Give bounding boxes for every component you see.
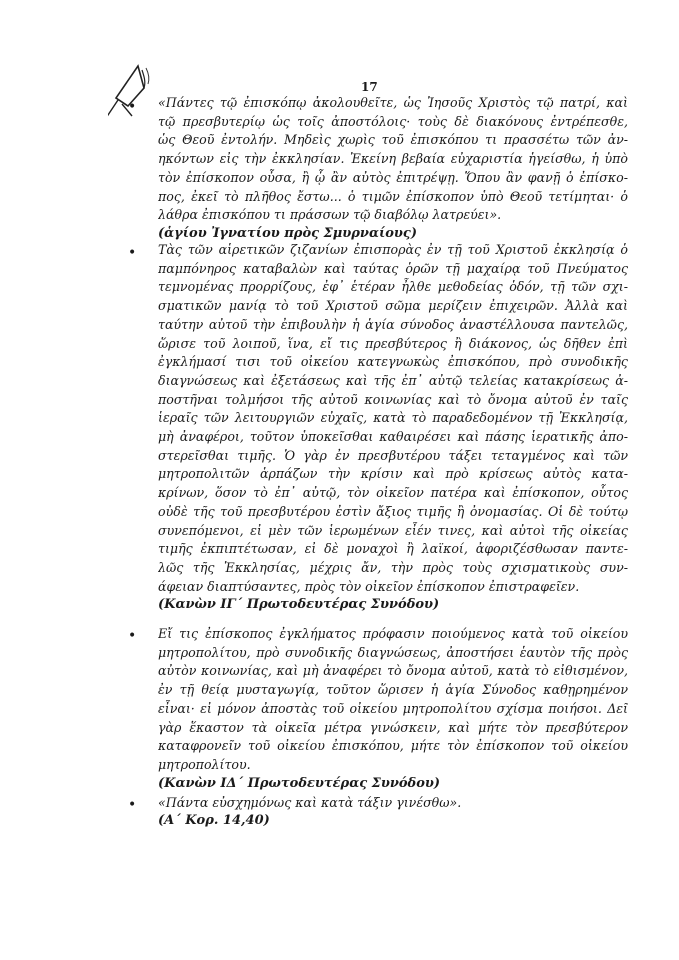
page-number: 17 — [361, 80, 378, 94]
text-line: ἱεραῖς τῶν λειτουργιῶν εὐχαῖς, κατὰ τὸ παραδεδομένον τῇ Ἐκκλησίᾳ, — [158, 410, 628, 426]
text-line: αὐτὸν κοινωνίας, καὶ μὴ ἀναφέρει τὸ ὄνομα αὐτοῦ, κατὰ τὸ εἰθισμένον, — [158, 663, 628, 679]
bullet-3: • — [128, 628, 137, 644]
text-line: τῷ πρεσβυτερίῳ ὡς τοῖς ἀποστόλοις· τοὺς δὲ διακόνους ἐντρέπεσθε, — [158, 113, 628, 129]
text-line: συνεπόμενοι, εἰ μὲν τῶν ἱερωμένων εἶέν τινες, καὶ αὐτοὶ τῆς οἰκείας — [158, 522, 628, 538]
text-line: παμπόνηρος καταβαλὼν καὶ ταύτας ὁρῶν τῇ μαχαίρᾳ τοῦ Πνεύματος — [158, 260, 628, 276]
text-line: ηκόντων εἰς τὴν ἐκκλησίαν. Ἐκείνη βεβαία εὐχαριστία ἡγείσθω, ἡ ὑπὸ — [158, 151, 628, 167]
text-line: μητροπολίτου. — [158, 756, 251, 772]
text-line: Τὰς τῶν αἱρετικῶν ζιζανίων ἐπισπορὰς ἐν τῇ τοῦ Χριστοῦ ἐκκλησίᾳ ὁ — [158, 242, 628, 257]
paragraph-3 — [158, 625, 628, 775]
text-line: ὡς Θεοῦ ἐντολήν. Μηδεὶς χωρὶς τοῦ ἐπισκόπου τι πρασσέτω τῶν ἀν- — [158, 132, 628, 148]
text-line: λῶς τῆς Ἐκκλησίας, μέχρις ἄν, τὴν πρὸς τοὺς σχισματικοὺς συν- — [158, 559, 628, 575]
paragraph-2 — [158, 241, 628, 596]
text-line: οὐδὲ τῆς τοῦ πρεσβυτέρου ἐστὶν ἄξιος τιμῆς ἢ ὀνομασίας. Οἱ δὲ τούτῳ — [158, 503, 628, 519]
text-line: άφειαν διαπτύσαντες, πρὸς τὸν οἰκεῖον ἐπίσκοπον ἐπιστραφεῖεν. — [158, 578, 580, 594]
text-line: ὥρισε τοῦ λοιποῦ, ἵνα, εἴ τις πρεσβύτερος ἢ διάκονος, ὡς δῆθεν ἐπὶ — [158, 335, 628, 351]
paragraph-4 — [158, 794, 628, 813]
text-line: στερεῖσθαι τιμῆς. Ὁ γὰρ ἐν πρεσβυτέρου τάξει τεταγμένος καὶ τῶν — [158, 447, 628, 463]
text-line: μητροπολίτου, πρὸ συνοδικῆς διαγνώσεως, ἀποστήσει ἑαυτὸν τῆς πρὸς — [158, 644, 628, 660]
text-line: ἐγκλήμασί τισι τοῦ οἰκείου κατεγνωκὼς ἐπισκόπου, πρὸ συνοδικῆς — [158, 354, 628, 370]
text-line: «Πάντες τῷ ἐπισκόπῳ ἀκολουθεῖτε, ὡς Ἰησοῦς Χριστὸς τῷ πατρί, καὶ — [158, 95, 628, 110]
text-line: εἶναι· εἰ μόνον ἀποστὰς τοῦ οἰκείου μητροπολίτου σχίσμα ποιήσοι. Δεῖ — [158, 700, 628, 716]
paragraph-1 — [158, 94, 628, 225]
source-citation-2: (Κανὼν ΙΓ΄ Πρωτοδευτέρας Συνόδου) — [158, 597, 440, 612]
text-line: διαγνώσεως καὶ ἐξετάσεως καὶ τῆς ἐπ᾽ αὐτῷ τελείας κατακρίσεως ἀ- — [158, 372, 628, 388]
text-line: τεμνομένας προρρίζους, ἐφ᾽ ἑτέραν ἦλθε μεθοδείας ὁδόν, τῇ τῶν σχι- — [158, 279, 628, 295]
bullet-4: • — [128, 797, 137, 813]
text-line: γὰρ ἕκαστον τὰ οἰκεῖα μέτρα γινώσκειν, καὶ μήτε τὸν πρεσβύτερον — [158, 719, 628, 735]
text-line: ποστῆναι τολμήσοι τῆς αὐτοῦ κοινωνίας καὶ τὸ ὄνομα αὐτοῦ ἐν ταῖς — [158, 391, 628, 407]
text-line: μὴ ἀναφέροι, τοῦτον ὑποκεῖσθαι καθαιρέσει καὶ πάσης ἱερατικῆς ἀπο- — [158, 429, 628, 445]
text-line: τὸν ἐπίσκοπον οὖσα, ἢ ᾧ ἂν αὐτὸς ἐπιτρέψῃ. Ὅπου ἂν φανῇ ὁ ἐπίσκο- — [158, 169, 628, 185]
text-line: ἐν τῇ θείᾳ μυσταγωγίᾳ, τοῦτον ὥρισεν ἡ ἁγία Σύνοδος καθῃρημένον — [158, 682, 628, 698]
text-line: «Πάντα εὐσχημόνως καὶ κατὰ τάξιν γινέσθω». — [158, 795, 462, 810]
text-line: μητροπολιτῶν ἁρπάζων τὴν κρίσιν καὶ πρὸ κρίσεως αὐτὸς κατα- — [158, 466, 628, 482]
text-line: ταύτην αὐτοῦ τὴν ἐπιβουλὴν ἡ ἁγία σύνοδος ἀναστέλλουσα παντελῶς, — [158, 316, 628, 332]
source-citation-4: (Α΄ Κορ. 14,40) — [158, 813, 270, 828]
text-line: λάθρα ἐπισκόπου τι πράσσων τῷ διαβόλῳ λατρεύει». — [158, 207, 502, 223]
text-line: πος, ἐκεῖ τὸ πλῆθος ἔστω... ὁ τιμῶν ἐπίσκοπον ὑπὸ Θεοῦ τετίμηται· ὁ — [158, 188, 628, 204]
source-citation-3: (Κανὼν ΙΔ΄ Πρωτοδευτέρας Συνόδου) — [158, 776, 441, 791]
bullet-2: • — [128, 245, 137, 261]
text-line: σματικῶν μανίᾳ τὸ τοῦ Χριστοῦ σῶμα μερίζειν ἐπιχειρῶν. Ἀλλὰ καὶ — [158, 298, 628, 314]
text-line: Εἴ τις ἐπίσκοπος ἐγκλήματος πρόφασιν ποιούμενος κατὰ τοῦ οἰκείου — [158, 626, 628, 641]
text-line: τιμῆς ἐκπιπτέτωσαν, εἰ δὲ μοναχοὶ ἢ λαϊκοί, ἀφοριζέσθωσαν παντε- — [158, 541, 628, 557]
bullet-1: • — [128, 99, 137, 115]
source-citation-1: (ἁγίου Ἰγνατίου πρὸς Σμυρναίους) — [158, 226, 417, 241]
text-line: κρίνων, ὅσον τὸ ἐπ᾽ αὐτῷ, τὸν οἰκεῖον πατέρα καὶ ἐπίσκοπον, οὗτος — [158, 485, 628, 501]
text-line: καταφρονεῖν τοῦ οἰκείου ἐπισκόπου, μήτε τὸν ἐπίσκοπον τοῦ οἰκείου — [158, 738, 628, 754]
